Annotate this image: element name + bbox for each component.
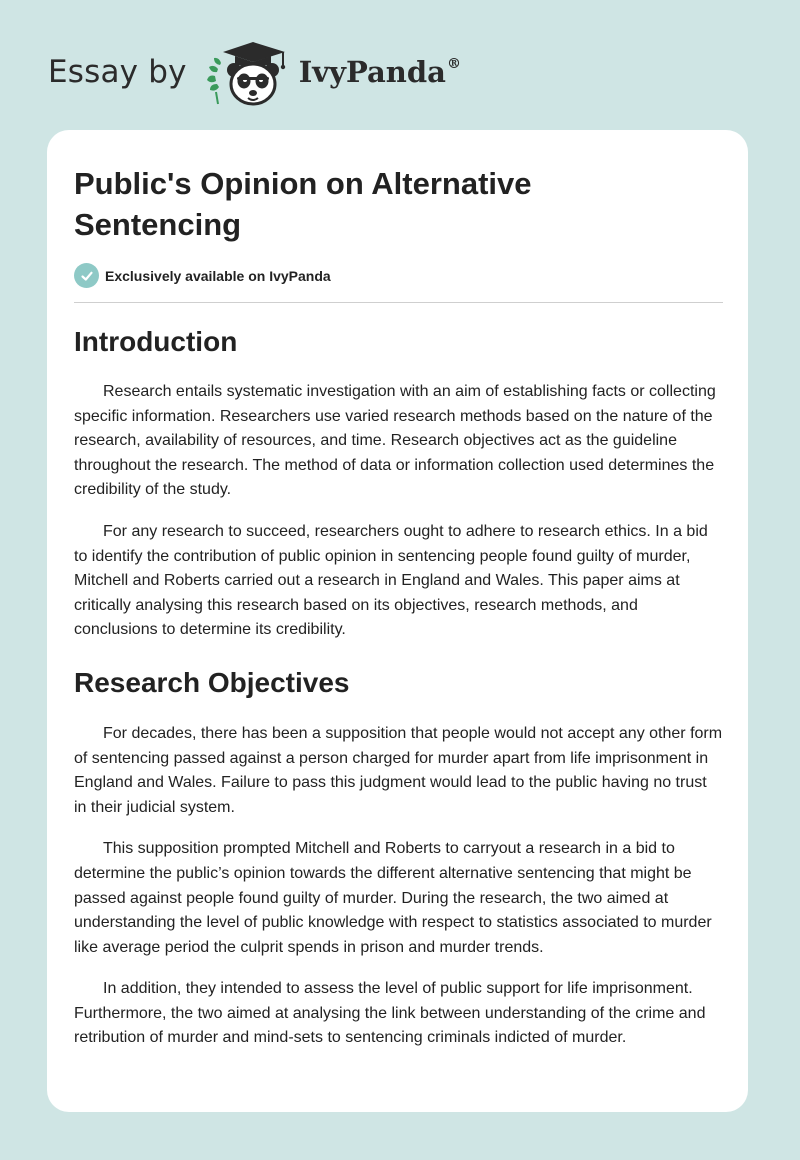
paragraph: For decades, there has been a supposition that people would not accept any other form of sentencing passed against a person charged for murder apart from life imprisonment in England and Wales. Failure to pass this judgment would lead to the public having no trust in their judicial system. xyxy=(74,724,723,816)
ivy-leaf-icon xyxy=(207,58,221,104)
exclusive-badge-text: Exclusively available on IvyPanda xyxy=(105,267,331,284)
article-card xyxy=(47,130,748,1112)
section-heading: Research Objectives xyxy=(74,666,350,698)
paragraph: This supposition prompted Mitchell and Roberts to carryout a research in a bid to determine the public’s opinion towards the different alternative sentencing that might be passed against people found guilty of murder. During the research, the two aimed at understanding the level of public knowledge with respect to statistics associated to murder like average period the culprit spends in prison and murder trends. xyxy=(74,840,712,956)
ivypanda-logo-icon xyxy=(201,36,293,108)
check-icon xyxy=(74,263,99,288)
registered-mark: ® xyxy=(446,56,461,72)
brand-name: IvyPanda® xyxy=(298,55,461,89)
article-body xyxy=(74,324,723,1051)
section-introduction xyxy=(74,324,723,643)
section-heading: Introduction xyxy=(74,326,238,357)
essay-by-label: Essay by xyxy=(48,54,187,90)
site-header xyxy=(48,36,461,108)
article-title: Public's Opinion on Alternative Sentencing xyxy=(74,166,532,242)
section-research-objectives xyxy=(74,665,723,1051)
paragraph: For any research to succeed, researchers ought to adhere to research ethics. In a bid to identify the contribution of public opinion in sentencing people found guilty of murder, Mitchell and Roberts carried out a research in England and Wales. This paper aims at critically analysing this research based on its objectives, research methods, and conclusions to determine its credibility. xyxy=(74,522,708,639)
ivypanda-logo-link[interactable] xyxy=(201,36,461,108)
paragraph: In addition, they intended to assess the level of public support for life imprisonment. Furthermore, the two aimed at analysing the link between understanding of the crime and retribution of murder and mind-sets to sentencing criminals indicted of murder. xyxy=(74,980,706,1047)
exclusive-badge xyxy=(74,263,331,288)
title-divider xyxy=(74,302,723,303)
paragraph: Research entails systematic investigation with an aim of establishing facts or collecting specific information. Researchers use varied research methods based on the nature of the research, availability of resources, and time. Research objectives act as the guideline throughout the research. The method of data or information collection used determines the credibility of the study. xyxy=(74,383,716,499)
